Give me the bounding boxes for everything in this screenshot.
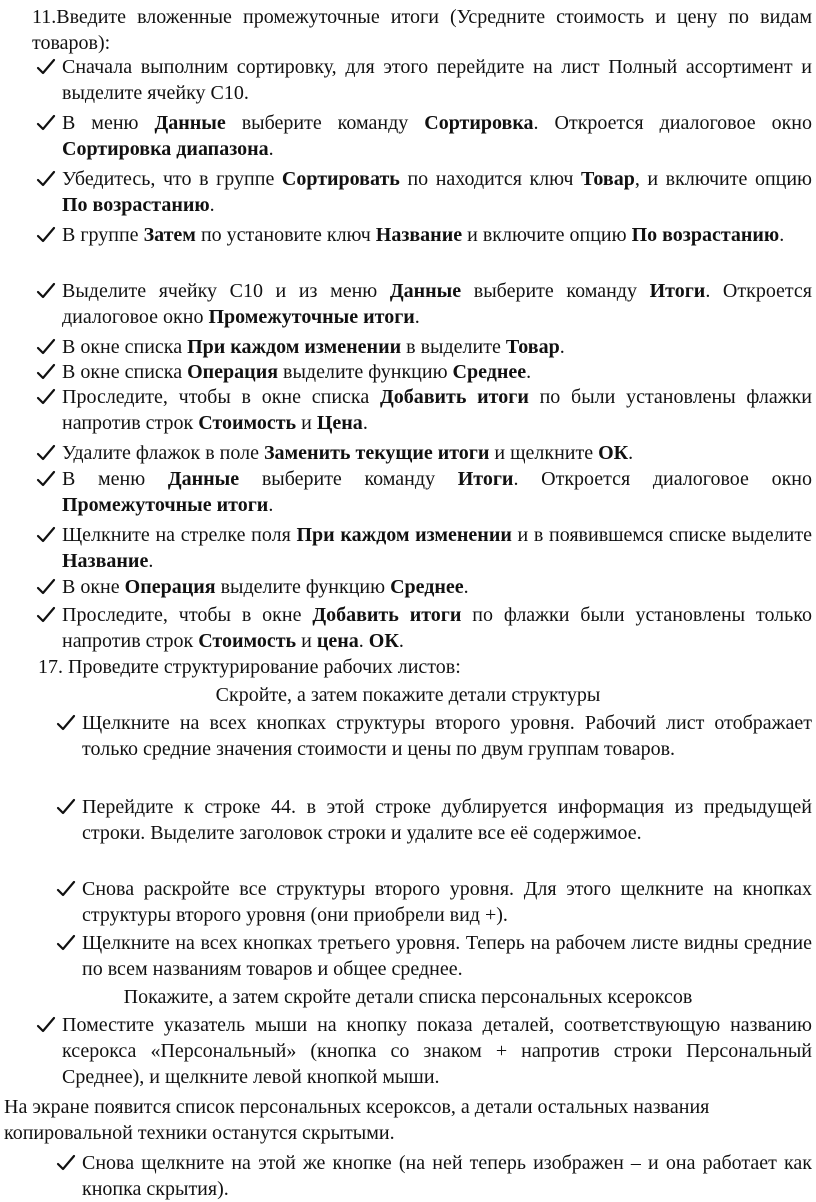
bold-term: Сортировка (424, 112, 534, 134)
check-icon (56, 1153, 78, 1177)
check-icon (36, 1015, 58, 1039)
text-run: . (148, 550, 154, 572)
checklist-item (62, 334, 812, 360)
checklist-item (62, 54, 812, 106)
text-run: В меню (62, 468, 168, 490)
bold-term: Стоимость (198, 630, 297, 652)
check-icon (36, 605, 58, 629)
bold-term: Название (62, 550, 149, 572)
text-run: по находится ключ (399, 168, 581, 190)
text-run: Сначала выполним сортировку, для этого перейдите на лист Полный ассортимент и выделите ячейку С10. (62, 56, 812, 104)
bold-term: Добавить итоги (379, 386, 529, 408)
text-run: выберите команду (461, 280, 650, 302)
check-icon (36, 362, 58, 386)
bold-term: При каждом изменении (296, 524, 512, 546)
text-run: . (779, 224, 785, 246)
bold-term: Промежуточные итоги (62, 494, 269, 516)
bold-term: ОК (368, 630, 399, 652)
checklist-item (82, 710, 812, 762)
item-11 (32, 4, 812, 56)
bold-term: Данные (167, 468, 240, 490)
bold-term: Добавить итоги (312, 604, 462, 626)
item-17 (38, 654, 812, 680)
checklist-item (62, 222, 812, 248)
text-run: и (296, 630, 317, 652)
bold-term: Название (375, 224, 463, 246)
check-icon (56, 933, 78, 957)
text-run: . Откроется диалоговое окно (513, 468, 812, 490)
text-run: Поместите указатель мыши на кнопку показа деталей, соответствующую названию ксерокса «Персональный» (кнопка со знаком + напротив строки Персональный Среднее), и щелкните левой кнопкой мыши. (62, 1014, 812, 1088)
check-icon (36, 469, 58, 493)
text-run: . (358, 630, 369, 652)
section-heading-xerox (0, 984, 816, 1010)
checklist-item (62, 574, 812, 600)
text-run: Щелкните на стрелке поля (62, 524, 297, 546)
text-run: . (526, 361, 532, 383)
bold-term: Операция (124, 576, 216, 598)
text-run: и щелкните (489, 442, 599, 464)
bold-term: Среднее (390, 576, 464, 598)
body-paragraph (4, 1094, 752, 1146)
text-run: В окне списка (62, 336, 188, 358)
text-run: по были установлены флажки напротив строк (62, 386, 812, 434)
item-11-number: 11. (32, 6, 57, 28)
checklist-item (82, 1150, 812, 1202)
text-run: Удалите флажок в поле (62, 442, 264, 464)
bold-term: Операция (187, 361, 279, 383)
bold-term: Цена (316, 412, 363, 434)
bold-term: Заменить текущие итоги (263, 442, 490, 464)
text-run: выберите команду (225, 112, 425, 134)
text-run: Проследите, чтобы в окне (62, 604, 313, 626)
bold-term: Товар (580, 168, 635, 190)
bold-term: Данные (389, 280, 462, 302)
checklist-item (62, 384, 812, 436)
text-run: . (209, 194, 215, 216)
text-run: В группе (62, 224, 144, 246)
text-run: Проследите, чтобы в окне списка (62, 386, 380, 408)
checklist-item (62, 522, 812, 574)
bold-term: При каждом изменении (187, 336, 402, 358)
bold-term: По возрастанию (631, 224, 780, 246)
bold-term: Сортировать (281, 168, 400, 190)
check-icon (36, 525, 58, 549)
checklist-item (62, 1012, 812, 1090)
text-run: . (628, 442, 634, 464)
checklist-item (62, 166, 812, 218)
section-heading-structure (0, 682, 816, 708)
text-run: . (268, 494, 274, 516)
text-run: выделите функцию (278, 361, 453, 383)
item-17-text: 17. Проведите структурирование рабочих листов: (38, 656, 461, 678)
bold-term: По возрастанию (62, 194, 210, 216)
checklist-item (62, 440, 812, 466)
checklist-item (62, 466, 812, 518)
bold-term: ОК (598, 442, 629, 464)
text-run: Убедитесь, что в группе (62, 168, 282, 190)
text-run: . (463, 576, 469, 598)
text-run: Щелкните на всех кнопках структуры второго уровня. Рабочий лист отображает только средние значения стоимости и цены по двум группам товаров. (82, 712, 812, 760)
check-icon (36, 169, 58, 193)
check-icon (36, 57, 58, 81)
checklist-item (82, 794, 812, 846)
text-run: В окне списка (62, 361, 188, 383)
text-run: Снова раскройте все структуры второго уровня. Для этого щелкните на кнопках структуры второго уровня (они приобрели вид +). (82, 878, 812, 926)
check-icon (36, 337, 58, 361)
checklist-item (82, 876, 812, 928)
check-icon (56, 713, 78, 737)
text-run: Выделите ячейку С10 и из меню (62, 280, 390, 302)
checklist-item (82, 930, 812, 982)
bold-term: Затем (143, 224, 196, 246)
check-icon (36, 281, 58, 305)
bold-term: Итоги (649, 280, 706, 302)
bold-term: Сортировка диапазона (62, 138, 269, 160)
item-11-text: Введите вложенные промежуточные итоги (Усредните стоимость и цену по видам товаров): (32, 6, 812, 54)
text-run: . (414, 306, 420, 328)
text-run: . (268, 138, 274, 160)
bold-term: Среднее (452, 361, 527, 383)
text-run: . Откроется диалоговое окно (533, 112, 812, 134)
text-run: В меню (62, 112, 155, 134)
checklist-item (62, 359, 812, 385)
text-run: Снова щелкните на этой же кнопке (на ней теперь изображен – и она работает как кнопка скрытия). (82, 1152, 812, 1200)
check-icon (36, 113, 58, 137)
text-run: по установите ключ (195, 224, 376, 246)
bold-term: Стоимость (198, 412, 297, 434)
check-icon (56, 797, 78, 821)
checklist-item (62, 110, 812, 162)
bold-term: Товар (505, 336, 560, 358)
text-run: выделите функцию (215, 576, 391, 598)
section-heading-structure-text: Скройте, а затем покажите детали структуры (215, 684, 601, 706)
check-icon (36, 387, 58, 411)
text-run: , и включите опцию (634, 168, 813, 190)
check-icon (36, 225, 58, 249)
text-run: и включите опцию (462, 224, 632, 246)
text-run: в выделите (401, 336, 506, 358)
bold-term: Промежуточные итоги (208, 306, 415, 328)
checklist-item (62, 602, 812, 654)
bold-term: Итоги (457, 468, 514, 490)
text-run: Перейдите к строке 44. в этой строке дублируется информация из предыдущей строки. Выделите заголовок строки и удалите все её содержимое. (82, 796, 812, 844)
text-run: . Откроется диалоговое окно (62, 280, 812, 328)
check-icon (36, 443, 58, 467)
check-icon (36, 577, 58, 601)
text-run: и (296, 412, 317, 434)
text-run: В окне (62, 576, 125, 598)
text-run: Щелкните на всех кнопках третьего уровня. Теперь на рабочем листе видны средние по всем названиям товаров и общее среднее. (82, 932, 812, 980)
text-run: по флажки были установлены только напротив строк (62, 604, 812, 652)
text-run: и в появившемся списке выделите (511, 524, 812, 546)
checklist-item (62, 278, 812, 330)
text-run: . (398, 630, 404, 652)
check-icon (56, 879, 78, 903)
section-heading-xerox-text: Покажите, а затем скройте детали списка персональных ксероксов (123, 986, 693, 1008)
body-paragraph-text: На экране появится список персональных ксероксов, а детали остальных названия копировальной техники останутся скрытыми. (4, 1096, 710, 1144)
text-run: . (559, 336, 565, 358)
text-run: . (362, 412, 368, 434)
text-run: выберите команду (239, 468, 458, 490)
bold-term: Данные (154, 112, 226, 134)
bold-term: цена (316, 630, 359, 652)
